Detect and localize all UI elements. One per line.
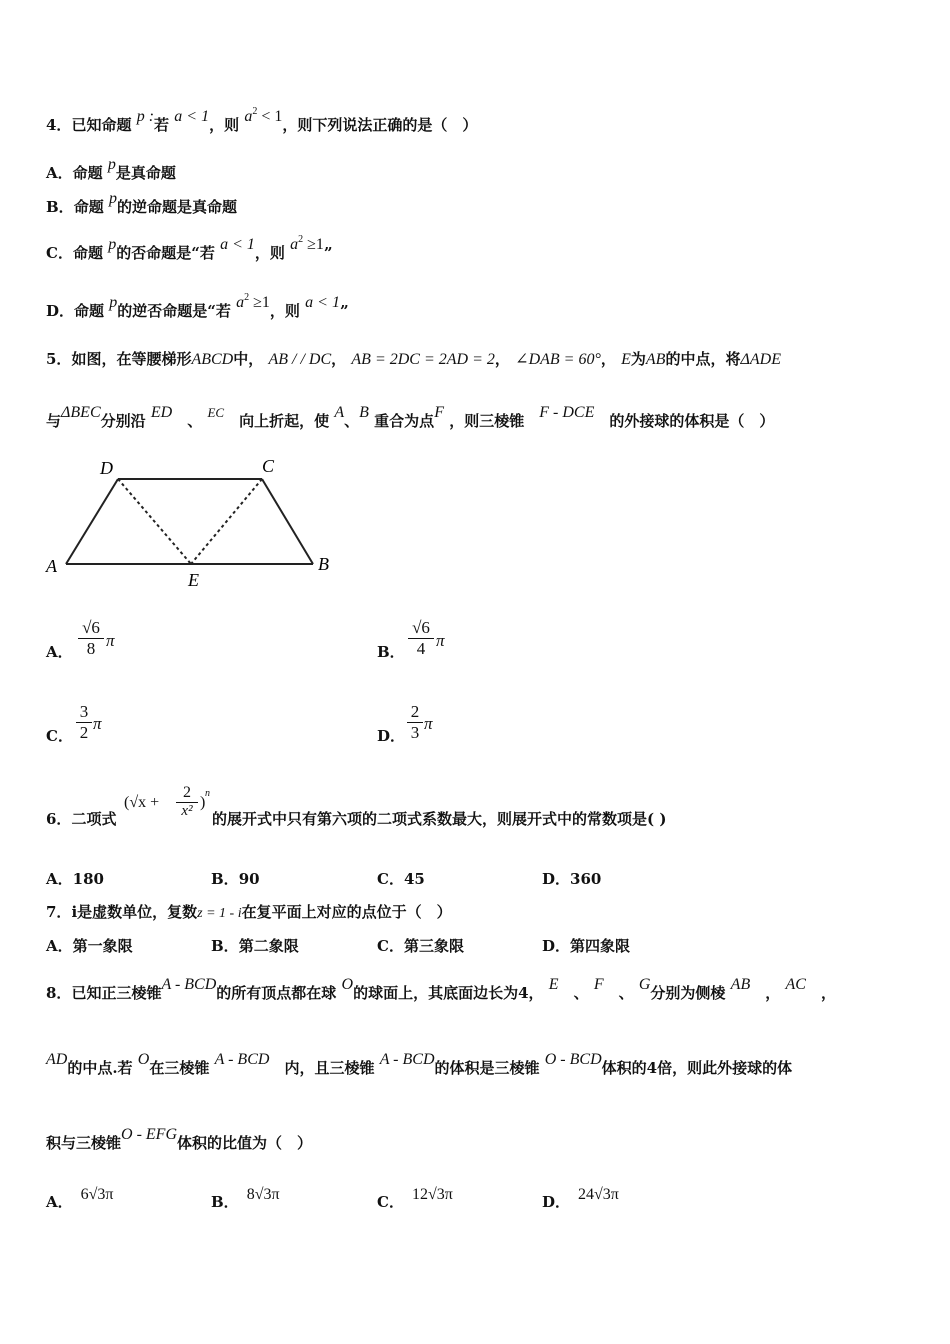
figure-label-b: B [318,554,329,574]
q5-option-c-label[interactable]: C． [46,727,73,745]
q4-option-c[interactable]: C．命题 p的否命题是“若 a < 1，则 $a^2 \ge 1$” [46,234,333,262]
q7-stem: 7．i是虚数单位，复数z = 1 - i在复平面上对应的点位于（ ） [46,903,452,921]
q5-option-a-label[interactable]: A． [46,643,73,661]
q6-option-b[interactable]: B．90 [211,870,260,888]
q6-binomial-expression: (√x + 2 x² ) n [124,784,210,819]
pi-symbol: π [93,714,102,733]
q5-trapezoid-figure [40,452,340,592]
q5-option-b-fraction: $\frac{√6}{4}$ [408,618,434,659]
figure-label-e: E [188,570,199,590]
q5-option-c-fraction: $\frac{3}{2}$ [76,702,92,743]
q5-option-a-fraction: $\frac{√6}{8}$ [78,618,104,659]
q5-option-d-fraction: $\frac{2}{3}$ [407,702,423,743]
figure-label-a: A [46,556,57,576]
q6-option-d[interactable]: D．360 [542,870,602,888]
q5-stem-line1: 5．如图，在等腰梯形ABCD中， AB / / DC， AB = 2DC = 2AD = 2， ∠DAB = 60°， E为AB的中点，将ΔADE [46,350,781,368]
pi-symbol: π [424,714,433,733]
q5-number: 5． [46,350,72,368]
figure-label-c: C [262,456,275,476]
q5-option-d-label[interactable]: D． [377,727,406,745]
q8-option-a[interactable]: A． 6√3π [46,1186,114,1211]
q4-option-a[interactable]: A．命题 p是真命题 [46,156,176,182]
q8-option-b[interactable]: B． 8√3π [211,1186,280,1211]
q4-number: 4． [46,116,72,134]
q6-option-a[interactable]: A．180 [46,870,104,888]
q5-stem-line2: 与ΔBEC分别沿 ED 、 EC 向上折起，使 A、B 重合为点F ，则三棱锥 F - DCE 的外接球的体积是（ ） [46,404,775,430]
q7-number: 7． [46,903,72,921]
figure-label-d: D [100,458,113,478]
q6-option-c[interactable]: C．45 [377,870,425,888]
q7-option-c[interactable]: C．第三象限 [377,937,464,955]
q7-option-b[interactable]: B．第二象限 [211,937,299,955]
q5-option-b-label[interactable]: B． [377,643,405,661]
q6-stem-start: 6．二项式 [46,810,117,828]
q8-stem-line3: 积与三棱锥O - EFG体积的比值为（ ） [46,1126,313,1152]
pi-symbol: π [436,631,445,650]
q7-option-d[interactable]: D．第四象限 [542,937,631,955]
q8-stem-line2: AD的中点.若 O在三棱锥 A - BCD 内，且三棱锥 A - BCD的体积是三棱锥 O - BCD体积的4倍，则此外接球的体 [46,1051,793,1077]
q8-number: 8． [46,984,72,1002]
pi-symbol: π [106,631,115,650]
q6-stem-end: 的展开式中只有第六项的二项式系数最大，则展开式中的常数项是( ) [212,810,667,828]
q6-number: 6． [46,810,72,828]
q8-stem-line1: 8．已知正三棱锥A - BCD的所有顶点都在球 O的球面上，其底面边长为4， E 、 F 、 G分别为侧棱 AB ， AC ， [46,976,836,1002]
q4-stem: 4．已知命题 p :若 a < 1，则 $a^2 < 1$，则下列说法正确的是（ ） [46,106,478,134]
q8-option-d[interactable]: D． 24√3π [542,1186,619,1211]
q8-option-c[interactable]: C． 12√3π [377,1186,453,1211]
q7-option-a[interactable]: A．第一象限 [46,937,133,955]
q4-option-b[interactable]: B．命题 p的逆命题是真命题 [46,190,237,216]
q4-option-d[interactable]: D．命题 p的逆否命题是“若 $a^2 \ge 1$，则 a < 1” [46,292,349,320]
